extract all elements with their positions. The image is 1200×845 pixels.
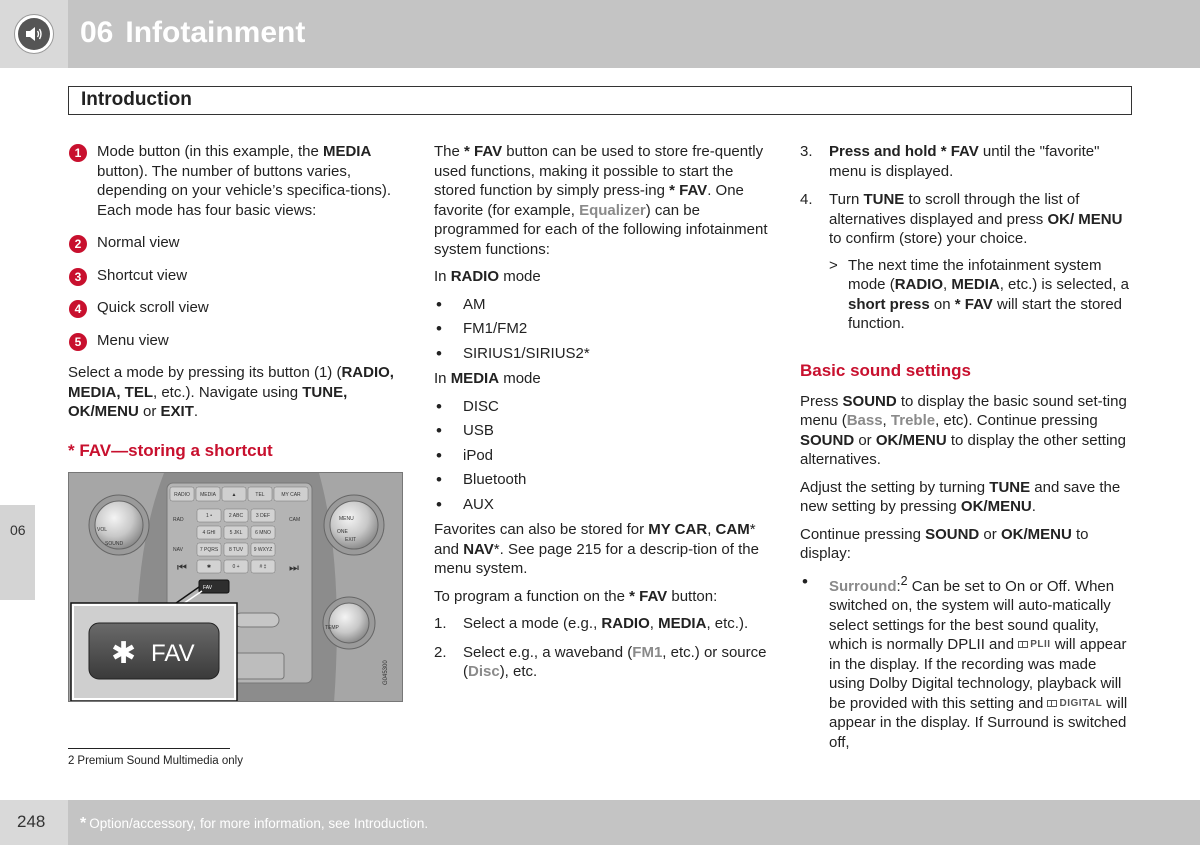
svg-text:3 DEF: 3 DEF	[255, 512, 271, 519]
favorites-paragraph: Favorites can also be stored for MY CAR, CAM* and NAV*. See page 215 for a descrip-tion of the menu system.	[434, 521, 759, 577]
asterisk-icon: *	[80, 815, 87, 832]
chapter-header	[0, 0, 1200, 68]
media-mode-list	[434, 397, 774, 515]
radio-mode-list	[434, 295, 774, 364]
column-2	[434, 142, 774, 691]
fav-intro-paragraph: The * FAV button can be used to store fre-quently used functions, making it possible to start the stored function by simply press-ing * FAV. One favorite (for example, Equalizer) can be programmed for each of the following infotainment system functions:	[434, 143, 768, 258]
sound-paragraph: Press SOUND to display the basic sound set-ting menu (Bass, Treble, etc). Continue pressing SOUND or OK/MENU to display the other setting alternatives.	[800, 392, 1127, 468]
svg-text:2 ABC: 2 ABC	[228, 512, 244, 519]
callout-fav-label: FAV	[151, 639, 195, 667]
list-item: • AUX	[434, 495, 774, 515]
svg-text:6 MNO: 6 MNO	[255, 529, 271, 536]
number-badge: 1	[69, 144, 87, 162]
list-item: • Surround:$^2$ Can be set to On or Off. When switched on, the system will auto-matically select settings for the best sound quality, which is normally DPLII and PLII will appear in the display. If the recording was made using Dolby Digital technology, playback will be provided with this setting and DIGITAL will appear in the display. If Surround is switched off,	[800, 572, 1135, 753]
control-panel-illustration	[68, 472, 403, 702]
dolby-digital-logo-icon: DIGITAL	[1047, 694, 1102, 714]
svg-text:⏮: ⏮	[177, 561, 187, 574]
fav-heading: * FAV—storing a shortcut	[68, 440, 273, 460]
program-paragraph: To program a function on the * FAV button:	[434, 587, 718, 605]
list-item: 4 Quick scroll view	[68, 298, 403, 318]
sound-settings-heading: Basic sound settings	[800, 360, 971, 380]
number-badge: 2	[69, 235, 87, 253]
menu-label: MENU	[339, 515, 354, 522]
column-3	[800, 142, 1135, 758]
media-key-label: MEDIA	[200, 491, 216, 498]
up-key-label: ▲	[231, 491, 237, 498]
column-1	[68, 142, 403, 702]
tel-key-label: TEL	[255, 491, 265, 498]
list-item: • iPod	[434, 446, 774, 466]
list-item: • DISC	[434, 397, 774, 417]
mycar-key-label: MY CAR	[281, 491, 301, 498]
list-item: • AM	[434, 295, 774, 315]
radio-key-label: RADIO	[174, 491, 190, 498]
svg-text:8 TUV: 8 TUV	[228, 546, 244, 553]
program-steps	[434, 614, 774, 682]
sound-label: SOUND	[105, 540, 124, 547]
adjust-paragraph: Adjust the setting by turning TUNE and save the new setting by pressing OK/MENU.	[800, 478, 1121, 515]
footnote-divider	[68, 748, 230, 749]
program-steps-continued	[800, 142, 1135, 249]
step-item: 3. Press and hold * FAV until the "favorite" menu is displayed.	[800, 143, 1100, 180]
svg-text:5 JKL: 5 JKL	[229, 529, 243, 536]
number-badge: 5	[69, 333, 87, 351]
callout-star-icon: ✱	[111, 636, 137, 670]
rad-label: RAD	[173, 516, 184, 523]
number-badge: 4	[69, 300, 87, 318]
svg-text:0 +: 0 +	[232, 563, 240, 570]
media-mode-line: In MEDIA mode	[434, 370, 541, 387]
exit-label: EXIT	[345, 536, 357, 543]
fav-small-label: FAV	[203, 584, 213, 591]
step-item: 2. Select e.g., a waveband (FM1, etc.) or source (Disc), etc.	[434, 643, 767, 680]
list-item: • USB	[434, 421, 774, 441]
list-item: 3 Shortcut view	[68, 266, 403, 286]
one-label: ONE	[337, 528, 348, 535]
section-title: Introduction	[68, 86, 1132, 115]
chapter-icon-tab	[0, 0, 68, 68]
option-note: * Option/accessory, for more information, see Introduction.	[80, 815, 429, 832]
select-mode-paragraph: Select a mode by pressing its button (1) (RADIO, MEDIA, TEL, etc.). Navigate using TUNE, OK/MENU or EXIT.	[68, 364, 394, 420]
speaker-icon	[14, 14, 54, 54]
page-number-tab	[0, 800, 68, 845]
result-note: > The next time the infotainment system mode (RADIO, MEDIA, etc.) is selected, a short press on * FAV will start the stored function.	[829, 256, 1129, 332]
step-item: 1. Select a mode (e.g., RADIO, MEDIA, etc.).	[434, 615, 749, 632]
svg-text:# ‡: # ‡	[259, 563, 267, 570]
temp-label: TEMP	[325, 624, 339, 631]
nav-label: NAV	[173, 546, 183, 553]
svg-text:9 WXYZ: 9 WXYZ	[253, 546, 273, 553]
number-badge: 3	[69, 268, 87, 286]
vol-label: VOL	[97, 526, 108, 533]
list-item: • Bluetooth	[434, 470, 774, 490]
page-number: 248	[17, 812, 46, 831]
list-item: 2 Normal view	[68, 233, 403, 253]
svg-text:1 •: 1 •	[206, 512, 212, 519]
list-item: 1 Mode button (in this example, the MEDIA button). The number of buttons varies, depending on your vehicle’s specifica-tions). Each mode has four basic views:	[68, 142, 403, 220]
surround-list	[800, 572, 1135, 753]
svg-text:⏭: ⏭	[289, 561, 299, 574]
svg-text:4 GHI: 4 GHI	[202, 529, 216, 536]
svg-text:✱: ✱	[206, 563, 212, 570]
chapter-side-tab: 06	[0, 505, 35, 600]
continue-paragraph: Continue pressing SOUND or OK/MENU to display:	[800, 525, 1089, 562]
dolby-pl2-logo-icon: PLII	[1018, 635, 1050, 655]
page-footer	[0, 800, 1200, 845]
chapter-title: 06 Infotainment	[80, 16, 306, 49]
footnote: 2 Premium Sound Multimedia only	[68, 755, 243, 767]
cam-label: CAM	[289, 516, 301, 523]
step-item: 4. Turn TUNE to scroll through the list of alternatives displayed and press OK/ MENU to confirm (store) your choice.	[800, 191, 1123, 247]
arrow-icon: >	[829, 256, 838, 274]
list-item: 5 Menu view	[68, 331, 403, 351]
list-item: • SIRIUS1/SIRIUS2*	[434, 344, 774, 364]
list-item: • FM1/FM2	[434, 319, 774, 339]
svg-text:7 PQRS: 7 PQRS	[199, 546, 219, 553]
figure-code: G045300	[383, 659, 389, 685]
radio-mode-line: In RADIO mode	[434, 268, 541, 285]
